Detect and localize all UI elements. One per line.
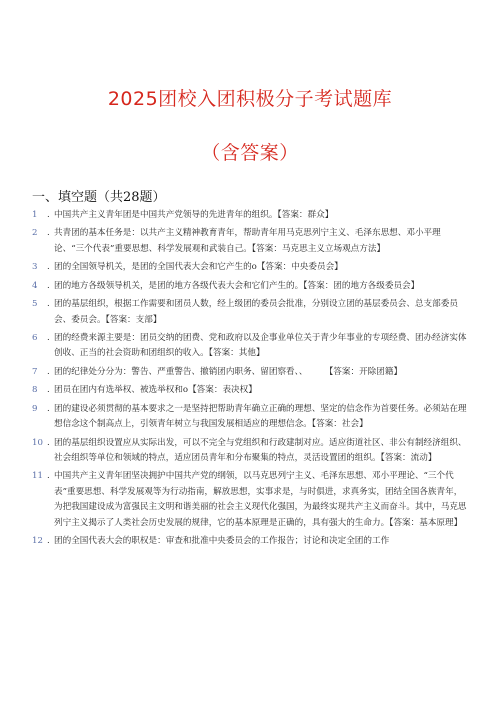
question-item: 4 . 团的地方各级领导机关，是团的地方各级代表大会和它们产生的。【答案：团的地方各级委员会】: [32, 279, 470, 295]
question-item: 5 . 团的基层组织，根据工作需要和团员人数，经上级团的委员会批准，分别设立团的基层委员会、总支部委员会、委员会。【答案：支部】: [32, 297, 470, 328]
question-number: 12: [32, 536, 43, 547]
document-title: 2025团校入团积极分子考试题库: [107, 88, 393, 110]
question-text: 团的基层组织设置应从实际出发，可以不完全与党组织和行政建制对应。适应街道社区、非公有制经济组织、社会组织等单位和领域的特点，适应团员青年和分布聚集的特点，灵活设置团的组织。【答案：流动】: [54, 437, 467, 464]
question-text: 中国共产主义青年团是中国共产党领导的先进青年的组织。【答案：群众】: [54, 210, 334, 220]
question-item: 12 . 团的全国代表大会的职权是：审查和批准中央委员会的工作报告；讨论和决定全团的工作: [32, 534, 470, 550]
question-number: 6: [32, 332, 38, 343]
question-item: 10 . 团的基层组织设置应从实际出发，可以不完全与党组织和行政建制对应。适应街道社区、非公有制经济组织、社会组织等单位和领域的特点，适应团员青年和分布聚集的特点，灵活设置团的组织。【答案：流动】: [32, 436, 470, 467]
question-text: 团的纪律处分分为：警告、严重警告、撤销团内职务、留团察看、、 【答案：开除团籍】: [54, 366, 403, 377]
question-text: 共青团的基本任务是：以共产主义精神教育青年，帮助青年用马克思列宁主义、毛泽东思想、邓小平理论、“三个代表”重要思想、科学发展观和武装自己。【答案：马克思主义立场观点方法】: [54, 228, 441, 254]
question-item: 1 . 中国共产主义青年团是中国共产党领导的先进青年的组织。【答案：群众】: [32, 208, 470, 224]
question-text: 团的经费来源主要是：团员交纳的团费、党和政府以及企事业单位关于青少年事业的专项经费、团办经济实体创收、正当的社会资助和团组织的收入。【答案：其他】: [54, 332, 467, 359]
question-number: 4: [32, 280, 38, 291]
question-item: 7 . 团的纪律处分分为：警告、严重警告、撤销团内职务、留团察看、、 【答案：开除团籍】: [32, 365, 470, 381]
question-item: 8 . 团员在团内有选举权、被选举权和o【答案：表决权】: [32, 383, 470, 399]
question-text: 团的基层组织，根据工作需要和团员人数，经上级团的委员会批准，分别设立团的基层委员会、总支部委员会、委员会。【答案：支部】: [54, 299, 458, 325]
document-subtitle: （含答案）: [201, 142, 299, 164]
section-heading: 一、填空题（共28题）: [32, 190, 166, 205]
question-text: 团的建设必须贯彻的基本要求之一是坚持把帮助青年确立正确的理想、坚定的信念作为首要任务。必须站在理想信念这个制高点上，引领青年树立与我国发展相适应的理想信念。【答案：社会】: [54, 403, 467, 430]
question-number: 1: [32, 210, 38, 220]
question-number: 5: [32, 299, 38, 310]
question-number: 9: [32, 403, 38, 414]
question-item: 3 . 团的全国领导机关，是团的全国代表大会和它产生的o【答案：中央委员会】: [32, 260, 470, 276]
question-text: 团的地方各级领导机关，是团的地方各级代表大会和它们产生的。【答案：团的地方各级委员会】: [54, 280, 420, 291]
question-text: 团员在团内有选举权、被选举权和o【答案：表决权】: [54, 385, 257, 396]
question-item: 9 . 团的建设必须贯彻的基本要求之一是坚持把帮助青年确立正确的理想、坚定的信念作为首要任务。必须站在理想信念这个制高点上，引领青年树立与我国发展相适应的理想信念。【答案：社会】: [32, 402, 470, 433]
question-number: 8: [32, 385, 38, 396]
question-number: 11: [32, 471, 43, 482]
question-item: 6 . 团的经费来源主要是：团员交纳的团费、党和政府以及企事业单位关于青少年事业的专项经费、团办经济实体创收、正当的社会资助和团组织的收入。【答案：其他】: [32, 331, 470, 362]
question-number: 2: [32, 228, 38, 239]
question-number: 3: [32, 262, 38, 273]
question-number: 10: [32, 437, 43, 448]
question-text: 团的全国代表大会的职权是：审查和批准中央委员会的工作报告；讨论和决定全团的工作: [54, 536, 390, 547]
question-number: 7: [32, 366, 38, 377]
question-text: 中国共产主义青年团坚决拥护中国共产党的纲领，以马克思列宁主义、毛泽东思想、邓小平理论、“三个代表”重要思想、科学发展观等为行动指南，解放思想，实事求是，与时俱进，求真务实，团结全国各族青年，为把我国建设成为富强民主文明和谐美丽的社会主义现代化强国，为最终实现共产主义而奋斗。其中，马克思列宁主义揭示了人类社会历史发展的规律，它的基本原理是正确的，具有强大的生命力。【答案：基本原理】: [54, 471, 467, 528]
question-item: 11 . 中国共产主义青年团坚决拥护中国共产党的纲领，以马克思列宁主义、毛泽东思想、邓小平理论、“三个代表”重要思想、科学发展观等为行动指南，解放思想，实事求是，与时俱进，求真务实，团结全国各族青年，为把我国建设成为富强民主文明和谐美丽的社会主义现代化强国，为最终实现共产主义而奋斗。其中，马克思列宁主义揭示了人类社会历史发展的规律，它的基本原理是正确的，具有强大的生命力。【答案：基本原理】: [32, 469, 470, 531]
question-text: 团的全国领导机关，是团的全国代表大会和它产生的o【答案：中央委员会】: [54, 262, 343, 273]
question-list: [32, 208, 470, 553]
question-item: 2 . 共青团的基本任务是：以共产主义精神教育青年，帮助青年用马克思列宁主义、毛泽东思想、邓小平理论、“三个代表”重要思想、科学发展观和武装自己。【答案：马克思主义立场观点方法】: [32, 226, 470, 257]
